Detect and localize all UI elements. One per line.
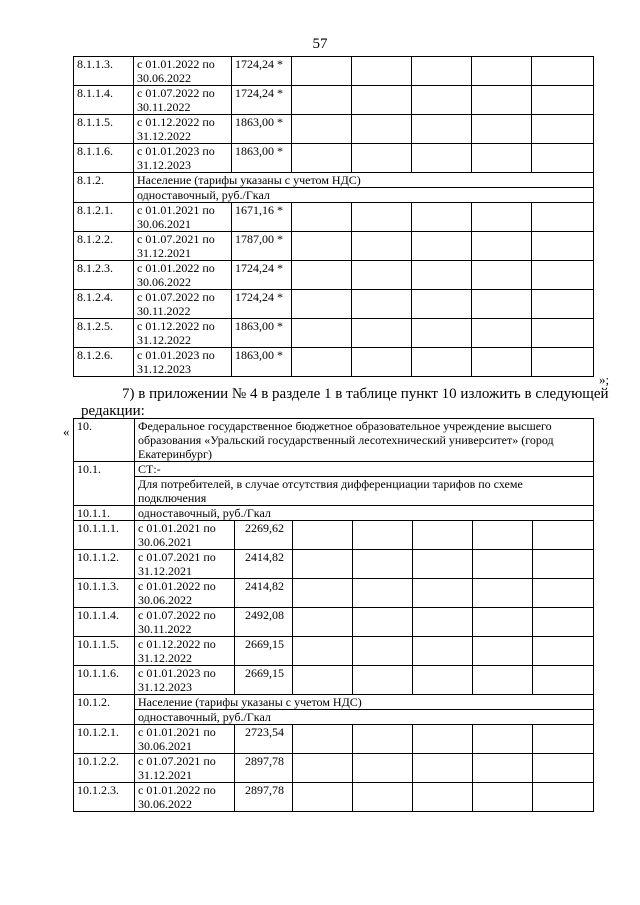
section-row: [74, 695, 594, 710]
single-rate-label: одноставочный, руб./Гкал: [135, 506, 594, 521]
empty-cell: [353, 608, 413, 637]
tariff-row: [74, 637, 594, 666]
empty-cell: [472, 348, 532, 377]
empty-cell: [412, 203, 472, 232]
price-cell: 1724,24 *: [232, 57, 292, 86]
period-start: с 01.01.2022 по: [138, 783, 216, 797]
empty-cell: [413, 754, 473, 783]
empty-cell: [533, 521, 594, 550]
period-end: 31.12.2023: [137, 362, 191, 376]
price-cell: 1863,00 *: [232, 348, 292, 377]
period-start: с 01.07.2021 по: [138, 754, 216, 768]
tariff-row: [74, 261, 594, 290]
section-subrow: [74, 188, 594, 203]
period-end: 31.12.2023: [138, 680, 192, 694]
paragraph-line-2: редакции:: [81, 403, 145, 419]
period-start: с 01.07.2022 по: [137, 290, 215, 304]
row-number: 10.1.2.3.: [74, 783, 135, 812]
period-start: с 01.07.2021 по: [138, 550, 216, 564]
period-end: 31.12.2022: [138, 651, 192, 665]
tariff-row: [74, 579, 594, 608]
price-cell: 1724,24 *: [232, 261, 292, 290]
tariff-row: [74, 290, 594, 319]
price-cell: 1863,00 *: [232, 144, 292, 173]
period-end: 30.06.2022: [137, 275, 191, 289]
empty-cell: [533, 550, 594, 579]
section-row: [74, 173, 594, 188]
empty-cell: [352, 290, 412, 319]
period-cell: [134, 319, 232, 348]
empty-cell: [293, 783, 353, 812]
empty-cell: [413, 579, 473, 608]
empty-cell: [533, 666, 594, 695]
empty-cell: [472, 203, 532, 232]
empty-cell: [412, 290, 472, 319]
empty-cell: [352, 232, 412, 261]
empty-cell: [293, 521, 353, 550]
empty-cell: [532, 319, 594, 348]
empty-cell: [293, 725, 353, 754]
opening-quote: «: [63, 424, 70, 439]
period-cell: [134, 232, 232, 261]
period-end: 31.12.2023: [137, 158, 191, 172]
tariff-table-part-8: [73, 56, 594, 377]
empty-cell: [352, 144, 412, 173]
tariff-row: [74, 319, 594, 348]
empty-cell: [472, 115, 532, 144]
period-cell: [134, 57, 232, 86]
period-start: с 01.01.2022 по: [137, 261, 215, 275]
period-cell: [135, 579, 235, 608]
empty-cell: [292, 232, 352, 261]
empty-cell: [413, 550, 473, 579]
empty-cell: [532, 348, 594, 377]
row-number: 8.1.2.2.: [74, 232, 134, 261]
row-number: 10.: [74, 419, 135, 462]
empty-cell: [413, 637, 473, 666]
empty-cell: [412, 86, 472, 115]
empty-cell: [473, 754, 533, 783]
period-end: 31.12.2021: [138, 564, 192, 578]
row-number: 8.1.2.: [74, 173, 134, 188]
period-cell: [135, 521, 235, 550]
tariff-row: [74, 232, 594, 261]
price-cell: 1671,16 *: [232, 203, 292, 232]
empty-cell: [413, 608, 473, 637]
empty-cell: [472, 144, 532, 173]
empty-cell: [472, 232, 532, 261]
empty-cell: [472, 319, 532, 348]
section-subtitle: одноставочный, руб./Гкал: [134, 188, 594, 203]
row-number: 8.1.1.4.: [74, 86, 134, 115]
period-start: с 01.01.2021 по: [138, 725, 216, 739]
period-cell: [135, 666, 235, 695]
period-start: с 01.07.2022 по: [138, 608, 216, 622]
empty-cell: [353, 754, 413, 783]
page-number: 57: [312, 36, 328, 52]
empty-cell: [533, 637, 594, 666]
empty-cell: [473, 608, 533, 637]
empty-cell: [412, 261, 472, 290]
tariff-row: [74, 348, 594, 377]
empty-cell: [533, 579, 594, 608]
row-number-continuation: [74, 188, 134, 203]
section-subtitle: одноставочный, руб./Гкал: [135, 710, 594, 725]
period-cell: [135, 783, 235, 812]
price-cell: 2414,82: [235, 579, 293, 608]
price-cell: 1863,00 *: [232, 115, 292, 144]
empty-cell: [473, 725, 533, 754]
row-number-continuation: [74, 710, 135, 725]
period-end: 30.06.2021: [137, 217, 191, 231]
empty-cell: [413, 521, 473, 550]
empty-cell: [412, 348, 472, 377]
tariff-row: [74, 203, 594, 232]
empty-cell: [352, 319, 412, 348]
empty-cell: [472, 86, 532, 115]
empty-cell: [292, 319, 352, 348]
row-number: 10.1.: [74, 462, 135, 477]
period-start: с 01.07.2021 по: [137, 232, 215, 246]
empty-cell: [293, 550, 353, 579]
period-start: с 01.01.2022 по: [138, 579, 216, 593]
price-cell: 2897,78: [235, 783, 293, 812]
period-start: с 01.01.2022 по: [137, 57, 215, 71]
empty-cell: [412, 144, 472, 173]
row-number: 10.1.2.2.: [74, 754, 135, 783]
price-cell: 1787,00 *: [232, 232, 292, 261]
empty-cell: [473, 637, 533, 666]
empty-cell: [352, 261, 412, 290]
empty-cell: [413, 725, 473, 754]
period-cell: [134, 290, 232, 319]
tariff-row: [74, 725, 594, 754]
period-end: 30.06.2021: [138, 535, 192, 549]
period-end: 30.11.2022: [137, 304, 191, 318]
period-cell: [135, 608, 235, 637]
empty-cell: [292, 203, 352, 232]
empty-cell: [293, 637, 353, 666]
empty-cell: [473, 666, 533, 695]
row-number: 10.1.1.3.: [74, 579, 135, 608]
tariff-table-part-10: [73, 418, 594, 812]
tariff-row: [74, 521, 594, 550]
empty-cell: [533, 783, 594, 812]
row-number: 8.1.2.4.: [74, 290, 134, 319]
empty-cell: [532, 86, 594, 115]
empty-cell: [472, 57, 532, 86]
empty-cell: [353, 550, 413, 579]
price-cell: 2414,82: [235, 550, 293, 579]
empty-cell: [532, 57, 594, 86]
period-cell: [135, 725, 235, 754]
row-number: 8.1.2.6.: [74, 348, 134, 377]
period-cell: [134, 203, 232, 232]
organization-name: Федеральное государственное бюджетное образовательное учреждение высшего образования «Уральский государственный лесотехнический университет» (город Екатеринбург): [135, 419, 594, 462]
empty-cell: [353, 783, 413, 812]
section-subrow: [74, 710, 594, 725]
period-start: с 01.07.2022 по: [137, 86, 215, 100]
period-cell: [134, 348, 232, 377]
empty-cell: [352, 203, 412, 232]
empty-cell: [353, 579, 413, 608]
period-start: с 01.12.2022 по: [138, 637, 216, 651]
empty-cell: [533, 754, 594, 783]
row-number: 10.1.1.1.: [74, 521, 135, 550]
empty-cell: [532, 203, 594, 232]
section-title: Население (тарифы указаны с учетом НДС): [135, 695, 594, 710]
ct-description-row: [74, 477, 594, 506]
empty-cell: [472, 290, 532, 319]
period-end: 30.06.2022: [138, 593, 192, 607]
organization-row: [74, 419, 594, 462]
empty-cell: [412, 115, 472, 144]
empty-cell: [292, 86, 352, 115]
period-end: 30.06.2022: [137, 71, 191, 85]
ct-label: СТ:-: [135, 462, 594, 477]
row-number: 8.1.2.5.: [74, 319, 134, 348]
empty-cell: [473, 783, 533, 812]
price-cell: 2492,08: [235, 608, 293, 637]
empty-cell: [353, 521, 413, 550]
price-cell: 2269,62: [235, 521, 293, 550]
period-end: 31.12.2022: [137, 333, 191, 347]
price-cell: 1724,24 *: [232, 290, 292, 319]
empty-cell: [352, 348, 412, 377]
empty-cell: [412, 232, 472, 261]
row-number: 10.1.1.2.: [74, 550, 135, 579]
empty-cell: [353, 725, 413, 754]
period-start: с 01.12.2022 по: [137, 115, 215, 129]
empty-cell: [532, 232, 594, 261]
period-end: 30.11.2022: [137, 100, 191, 114]
period-end: 30.06.2022: [138, 797, 192, 811]
amendment-paragraph: [81, 386, 621, 420]
empty-cell: [412, 57, 472, 86]
tariff-row: [74, 608, 594, 637]
tariff-row: [74, 754, 594, 783]
empty-cell: [533, 725, 594, 754]
tariff-row: [74, 666, 594, 695]
empty-cell: [472, 261, 532, 290]
empty-cell: [412, 319, 472, 348]
period-start: с 01.12.2022 по: [137, 319, 215, 333]
empty-cell: [532, 115, 594, 144]
period-end: 31.12.2022: [137, 129, 191, 143]
row-number: 8.1.1.6.: [74, 144, 134, 173]
row-number: 8.1.1.5.: [74, 115, 134, 144]
period-cell: [135, 754, 235, 783]
section-title: Население (тарифы указаны с учетом НДС): [134, 173, 594, 188]
empty-cell: [532, 144, 594, 173]
period-start: с 01.01.2023 по: [137, 348, 215, 362]
empty-cell: [293, 608, 353, 637]
period-end: 31.12.2021: [137, 246, 191, 260]
row-number: 8.1.2.3.: [74, 261, 134, 290]
empty-cell: [413, 666, 473, 695]
empty-cell: [473, 521, 533, 550]
empty-cell: [292, 261, 352, 290]
row-number-continuation: [74, 477, 135, 506]
empty-cell: [292, 144, 352, 173]
empty-cell: [353, 666, 413, 695]
period-end: 30.06.2021: [138, 739, 192, 753]
empty-cell: [293, 754, 353, 783]
price-cell: 1724,24 *: [232, 86, 292, 115]
empty-cell: [353, 637, 413, 666]
paragraph-line-1: 7) в приложении № 4 в разделе 1 в таблице пункт 10 изложить в следующей: [122, 386, 609, 402]
empty-cell: [292, 57, 352, 86]
empty-cell: [293, 579, 353, 608]
single-rate-row: [74, 506, 594, 521]
period-cell: [135, 637, 235, 666]
row-number: 10.1.2.: [74, 695, 135, 710]
closing-quote: »;: [599, 372, 610, 387]
period-start: с 01.01.2023 по: [138, 666, 216, 680]
empty-cell: [533, 608, 594, 637]
period-start: с 01.01.2021 по: [138, 521, 216, 535]
row-number: 10.1.1.5.: [74, 637, 135, 666]
tariff-row: [74, 57, 594, 86]
row-number: 10.1.1.4.: [74, 608, 135, 637]
price-cell: 2669,15: [235, 666, 293, 695]
price-cell: 1863,00 *: [232, 319, 292, 348]
tariff-row: [74, 144, 594, 173]
period-end: 31.12.2021: [138, 768, 192, 782]
empty-cell: [413, 783, 473, 812]
price-cell: 2669,15: [235, 637, 293, 666]
row-number: 10.1.1.: [74, 506, 135, 521]
tariff-row: [74, 783, 594, 812]
tariff-row: [74, 550, 594, 579]
tariff-row: [74, 86, 594, 115]
ct-row: [74, 462, 594, 477]
empty-cell: [352, 115, 412, 144]
period-cell: [134, 261, 232, 290]
period-start: с 01.01.2021 по: [137, 203, 215, 217]
period-start: с 01.01.2023 по: [137, 144, 215, 158]
tariff-row: [74, 115, 594, 144]
empty-cell: [292, 290, 352, 319]
empty-cell: [532, 261, 594, 290]
row-number: 10.1.2.1.: [74, 725, 135, 754]
empty-cell: [473, 550, 533, 579]
empty-cell: [292, 348, 352, 377]
period-end: 30.11.2022: [138, 622, 192, 636]
ct-description: Для потребителей, в случае отсутствия дифференциации тарифов по схеме подключения: [135, 477, 594, 506]
row-number: 8.1.1.3.: [74, 57, 134, 86]
period-cell: [134, 115, 232, 144]
empty-cell: [293, 666, 353, 695]
row-number: 8.1.2.1.: [74, 203, 134, 232]
empty-cell: [532, 290, 594, 319]
empty-cell: [352, 57, 412, 86]
empty-cell: [473, 579, 533, 608]
price-cell: 2897,78: [235, 754, 293, 783]
empty-cell: [292, 115, 352, 144]
row-number: 10.1.1.6.: [74, 666, 135, 695]
period-cell: [135, 550, 235, 579]
price-cell: 2723,54: [235, 725, 293, 754]
empty-cell: [352, 86, 412, 115]
period-cell: [134, 86, 232, 115]
period-cell: [134, 144, 232, 173]
